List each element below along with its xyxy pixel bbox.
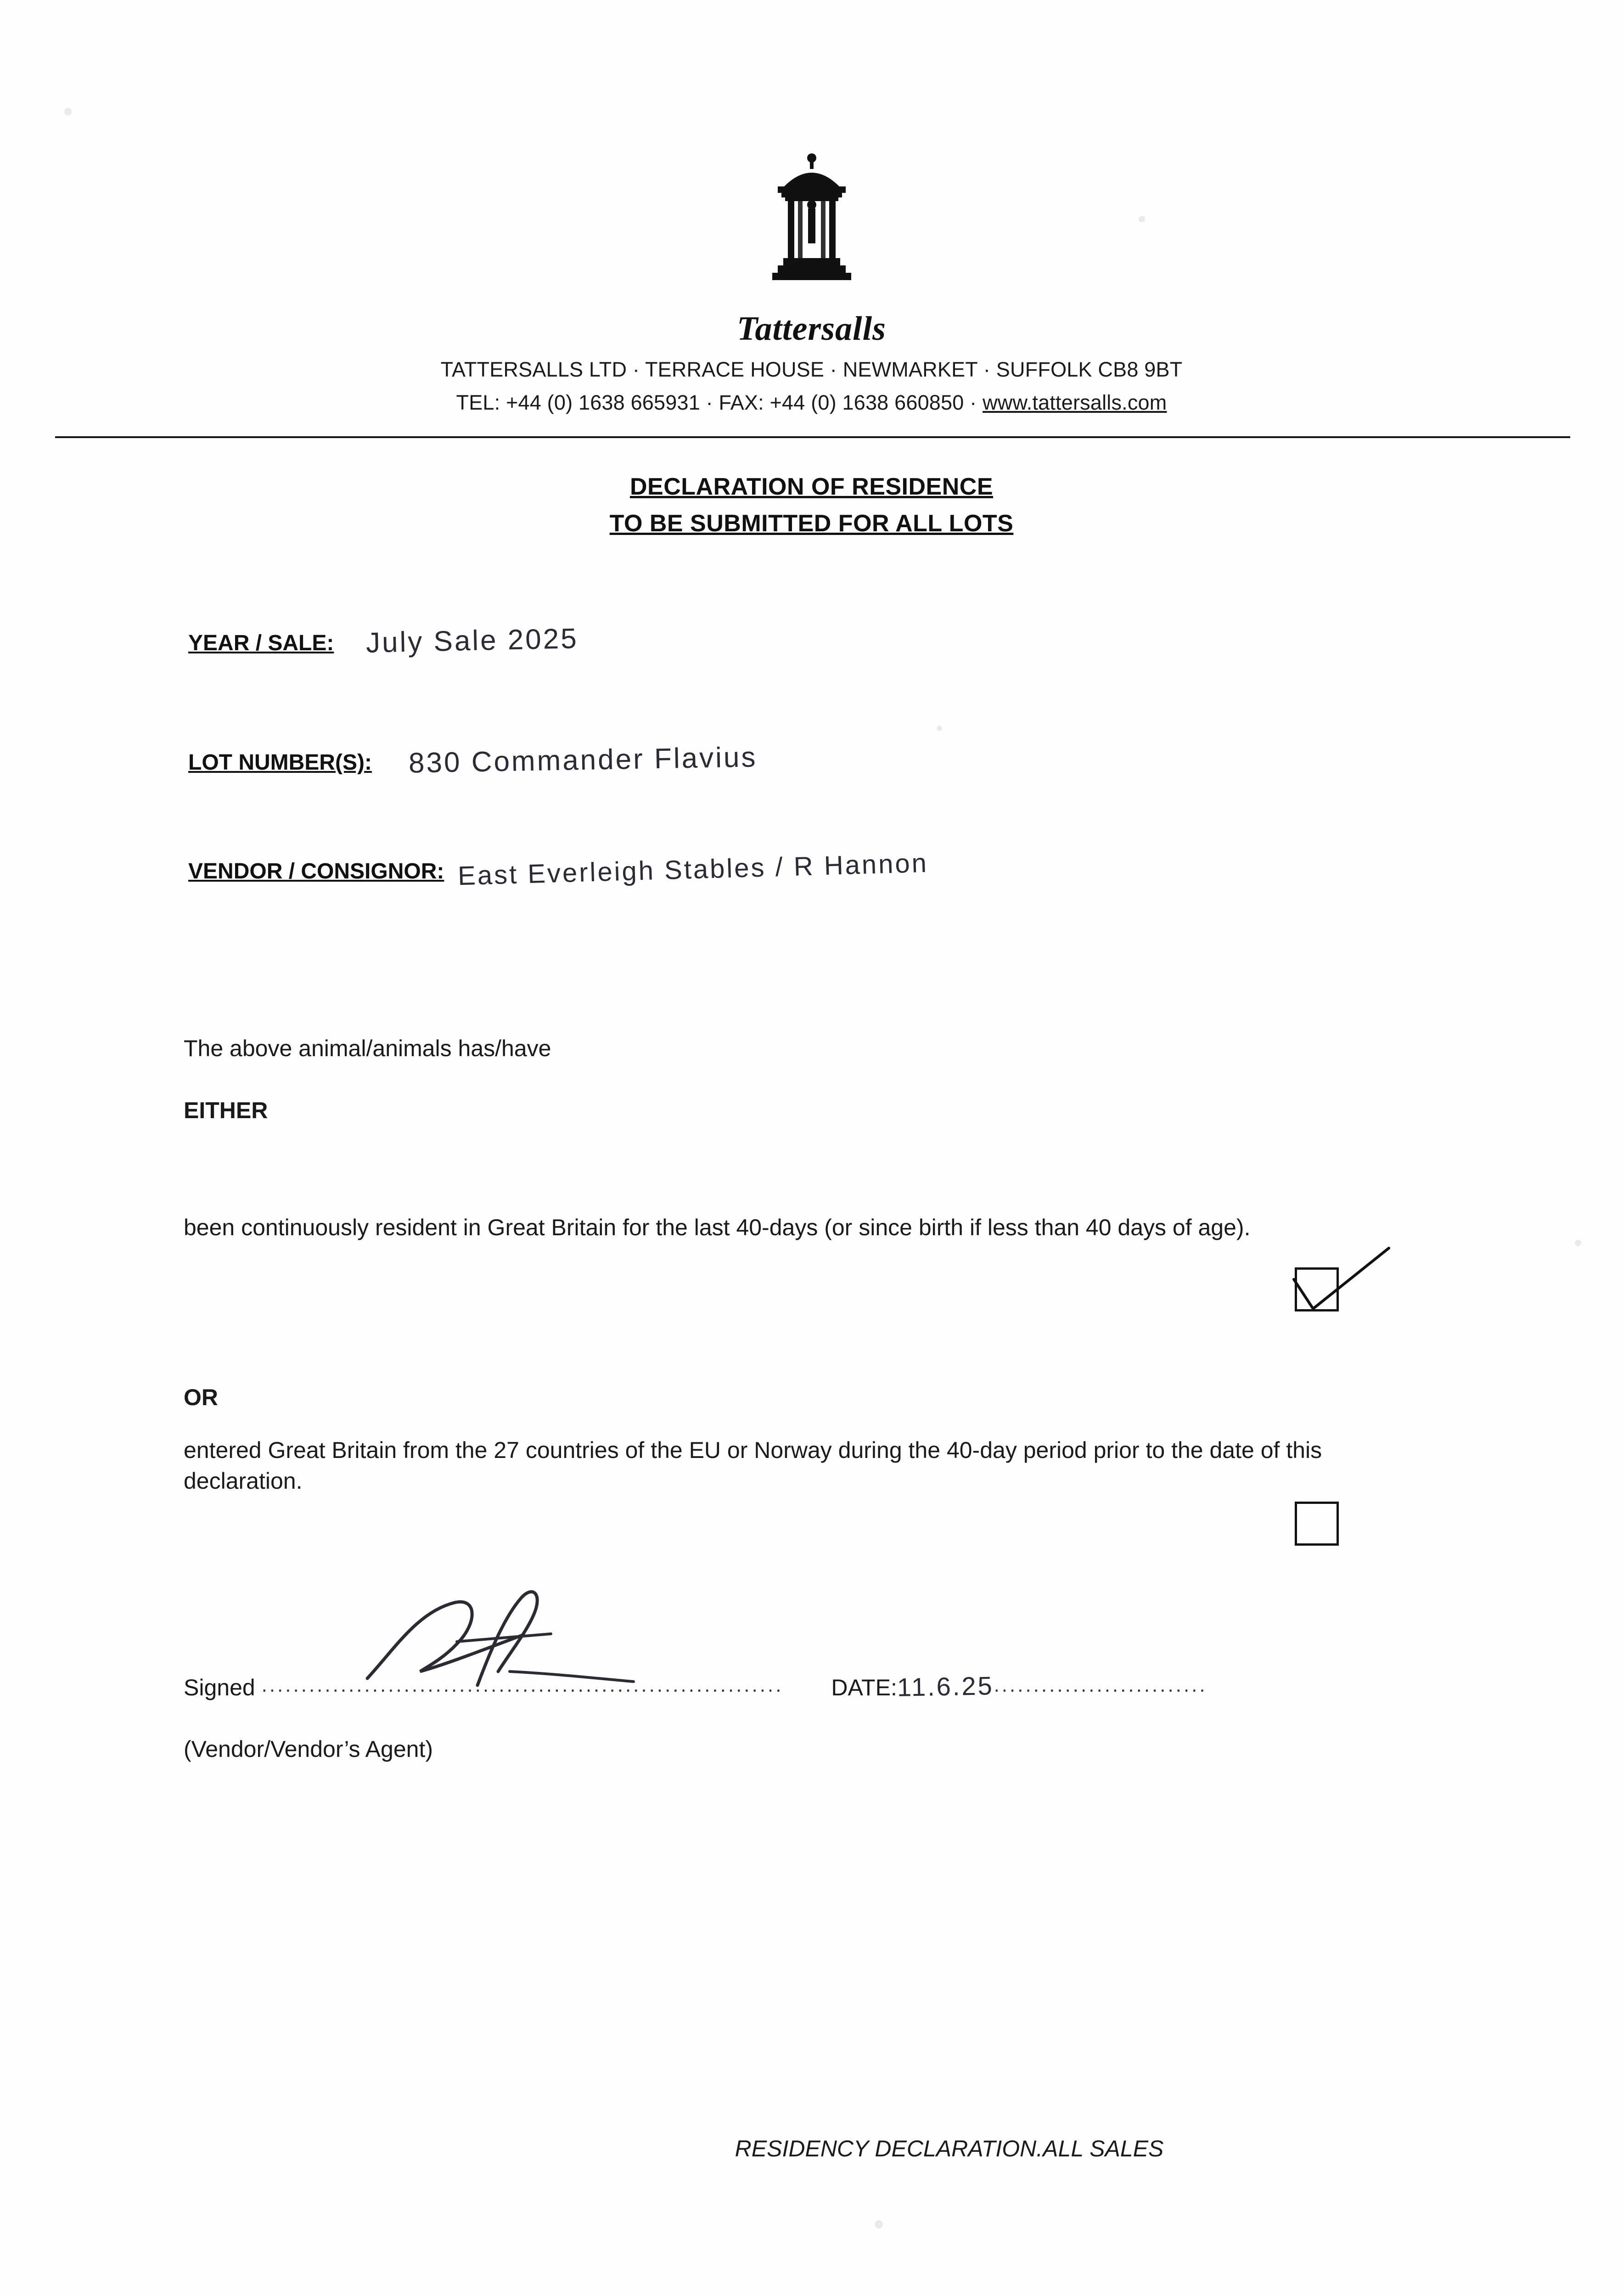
field-year-sale bbox=[188, 625, 578, 657]
field-year-sale-value[interactable]: July Sale 2025 bbox=[365, 623, 579, 659]
field-lot-number-label: LOT NUMBER(S): bbox=[188, 750, 372, 775]
header-divider bbox=[55, 436, 1570, 438]
address-line: TATTERSALLS LTD · TERRACE HOUSE · NEWMARKET · SUFFOLK CB8 9BT bbox=[440, 358, 1183, 381]
signed-label: Signed bbox=[184, 1675, 255, 1700]
field-vendor-consignor-value[interactable]: East Everleigh Stables / R Hannon bbox=[457, 848, 929, 891]
field-vendor-consignor bbox=[188, 848, 929, 891]
footer bbox=[0, 2135, 1623, 2162]
document-title bbox=[0, 473, 1623, 546]
signature-sublabel: (Vendor/Vendor’s Agent) bbox=[184, 1736, 433, 1762]
either-heading: EITHER bbox=[184, 1097, 268, 1123]
option-either-text: been continuously resident in Great Britain for the last 40-days (or since birth if less than 40 days of age). bbox=[184, 1215, 1251, 1240]
contact-line bbox=[0, 391, 1623, 415]
field-year-sale-label: YEAR / SALE: bbox=[188, 631, 334, 655]
date-value[interactable]: 11.6.25 bbox=[897, 1671, 994, 1702]
title-line-2: TO BE SUBMITTED FOR ALL LOTS bbox=[609, 510, 1014, 537]
tattersalls-wordmark: Tattersalls bbox=[737, 310, 886, 348]
date-dotted-line[interactable]: ........................... bbox=[994, 1674, 1207, 1696]
field-lot-number-value[interactable]: 830 Commander Flavius bbox=[408, 741, 758, 779]
scan-artifact bbox=[1575, 1240, 1581, 1246]
title-line-1: DECLARATION OF RESIDENCE bbox=[629, 473, 994, 500]
scan-artifact bbox=[937, 726, 942, 731]
tattersalls-rotunda-icon bbox=[743, 152, 881, 308]
field-vendor-consignor-label: VENDOR / CONSIGNOR: bbox=[188, 859, 444, 884]
contact-text: TEL: +44 (0) 1638 665931 · FAX: +44 (0) 1638 660850 · bbox=[456, 391, 983, 414]
scan-artifact bbox=[64, 108, 72, 115]
scan-artifact bbox=[875, 2220, 883, 2228]
website-link[interactable]: www.tattersalls.com bbox=[983, 391, 1167, 414]
field-lot-number bbox=[188, 741, 758, 779]
intro-text: The above animal/animals has/have bbox=[184, 1035, 551, 1061]
letterhead bbox=[0, 152, 1623, 415]
or-heading: OR bbox=[184, 1384, 218, 1410]
signature-dotted-line[interactable]: .................................................................. bbox=[261, 1674, 784, 1696]
footer-text: RESIDENCY DECLARATION.ALL SALES bbox=[735, 2136, 1164, 2161]
checkbox-or[interactable] bbox=[1295, 1502, 1339, 1546]
date-label: DATE: bbox=[831, 1675, 897, 1700]
checkbox-either[interactable] bbox=[1295, 1267, 1339, 1311]
signature-row bbox=[184, 1671, 1451, 1701]
option-or-text: entered Great Britain from the 27 countries of the EU or Norway during the 40-day period prior to the date of this declaration. bbox=[184, 1437, 1322, 1494]
